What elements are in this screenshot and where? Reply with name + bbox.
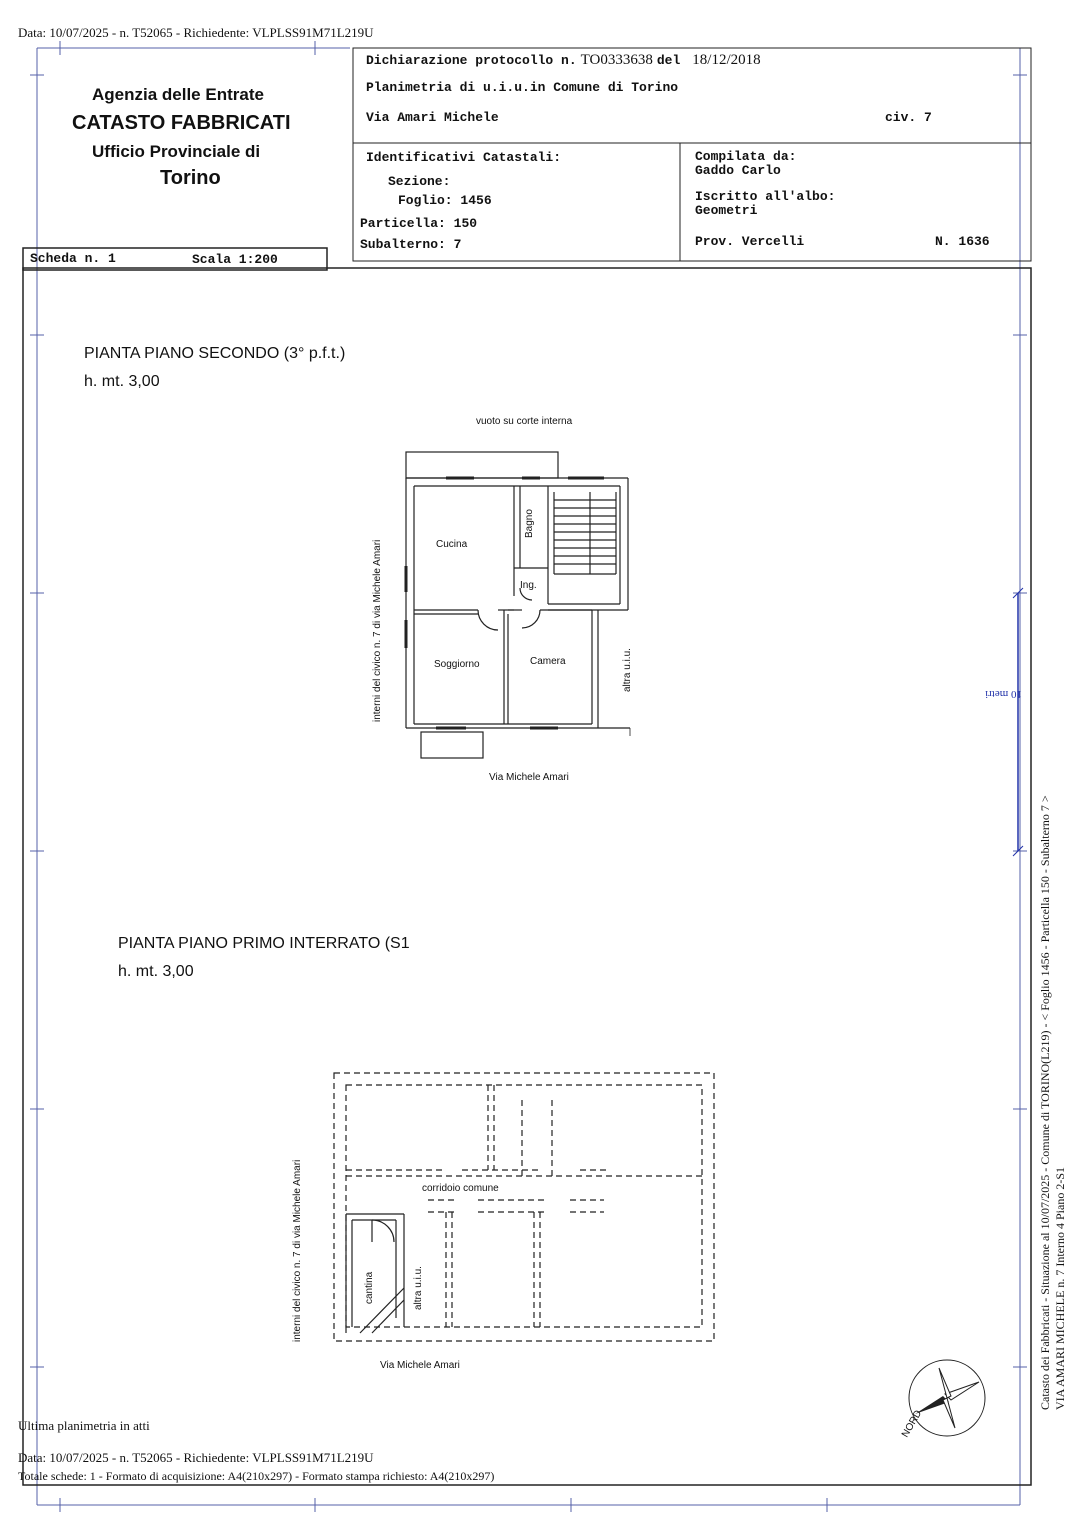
footer-request-line: Data: 10/07/2025 - n. T52065 - Richiedente: VLPLSS91M71L219U (18, 1450, 374, 1465)
protocol-number: TO0333638 (580, 52, 653, 68)
declaration-prefix: Dichiarazione protocollo n. (366, 53, 577, 68)
footer-format-line: Totale schede: 1 - Formato di acquisizione: A4(210x297) - Formato stampa richiesto: A4(210x297) (18, 1469, 495, 1483)
footer-last-plan: Ultima planimetria in atti (18, 1418, 150, 1433)
scale-bar-label: 10 metri (985, 688, 1022, 700)
sezione-label: Sezione: (388, 174, 451, 189)
scale-label: Scala 1:200 (192, 252, 278, 267)
albo-value: Geometri (695, 203, 758, 218)
room-camera: Camera (530, 656, 566, 667)
catasto-title: CATASTO FABBRICATI (72, 112, 291, 134)
register-number: N. 1636 (935, 234, 990, 249)
street-address: Via Amari Michele (366, 110, 499, 125)
foglio-row (398, 193, 492, 208)
plan2-neighbour-unit: altra u.i.u. (413, 1266, 424, 1310)
north-arrow-icon (909, 1360, 985, 1436)
room-bagno: Bagno (524, 509, 535, 538)
plan2-cantina: cantina (364, 1271, 375, 1304)
room-cucina: Cucina (436, 539, 468, 550)
plan2-side-note: interni del civico n. 7 di via Michele Amari (292, 1159, 303, 1342)
top-request-line: Data: 10/07/2025 - n. T52065 - Richiedente: VLPLSS91M71L219U (18, 25, 374, 40)
compiler-name: Gaddo Carlo (695, 163, 781, 178)
plan2-title: PIANTA PIANO PRIMO INTERRATO (S1 (118, 935, 410, 952)
albo-label: Iscritto all'albo: (695, 189, 836, 204)
particella-row (360, 216, 477, 231)
basement-cellar (346, 1214, 404, 1333)
room-soggiorno: Soggiorno (434, 659, 480, 670)
scale-bar (1013, 588, 1023, 856)
declaration-date: 18/12/2018 (692, 52, 761, 68)
plan1-top-note: vuoto su corte interna (476, 416, 573, 427)
subalterno-row (360, 237, 461, 252)
scheda-label: Scheda n. 1 (30, 251, 116, 266)
plan1-side-note: interni del civico n. 7 di via Michele Amari (372, 539, 383, 722)
plan1-street: Via Michele Amari (489, 772, 569, 783)
side-caption-line2: VIA AMARI MICHELE n. 7 Interno 4 Piano 2-S1 (1053, 1167, 1067, 1410)
plan1-neighbour-unit: altra u.i.u. (622, 648, 633, 692)
ufficio-label: Ufficio Provinciale di (92, 142, 261, 161)
agency-name: Agenzia delle Entrate (92, 85, 264, 104)
room-ingresso: Ing. (520, 580, 537, 591)
particella-label: Particella: (360, 216, 446, 231)
compiler-label: Compilata da: (695, 149, 797, 164)
planimetry-title: Planimetria di u.i.u.in Comune di Torino (366, 80, 679, 95)
north-label: NORD (900, 1408, 925, 1440)
subalterno-value: 7 (453, 237, 462, 252)
plan2-street: Via Michele Amari (380, 1360, 460, 1371)
plan1-height: h. mt. 3,00 (84, 373, 160, 390)
civic-number: civ. 7 (885, 110, 932, 125)
plan-second-floor (406, 452, 630, 758)
header-boxes (23, 48, 1031, 1485)
particella-value: 150 (453, 216, 478, 231)
side-caption-line1: Catasto dei Fabbricati - Situazione al 10/07/2025 - Comune di TORINO(L219) - < Foglio 1456 - Particella 150 - Subalterno 7 > (1038, 795, 1052, 1410)
declaration-line (366, 51, 761, 69)
identifiers-title: Identificativi Catastali: (366, 150, 562, 165)
province: Prov. Vercelli (695, 234, 805, 249)
plan1-title: PIANTA PIANO SECONDO (3° p.f.t.) (84, 345, 346, 362)
plan2-corridor: corridoio comune (422, 1183, 499, 1194)
plan2-height: h. mt. 3,00 (118, 963, 194, 980)
foglio-label: Foglio: (398, 193, 453, 208)
city-name: Torino (160, 167, 221, 189)
subalterno-label: Subalterno: (360, 237, 446, 252)
del-label: del (656, 53, 681, 68)
foglio-value: 1456 (460, 193, 492, 208)
